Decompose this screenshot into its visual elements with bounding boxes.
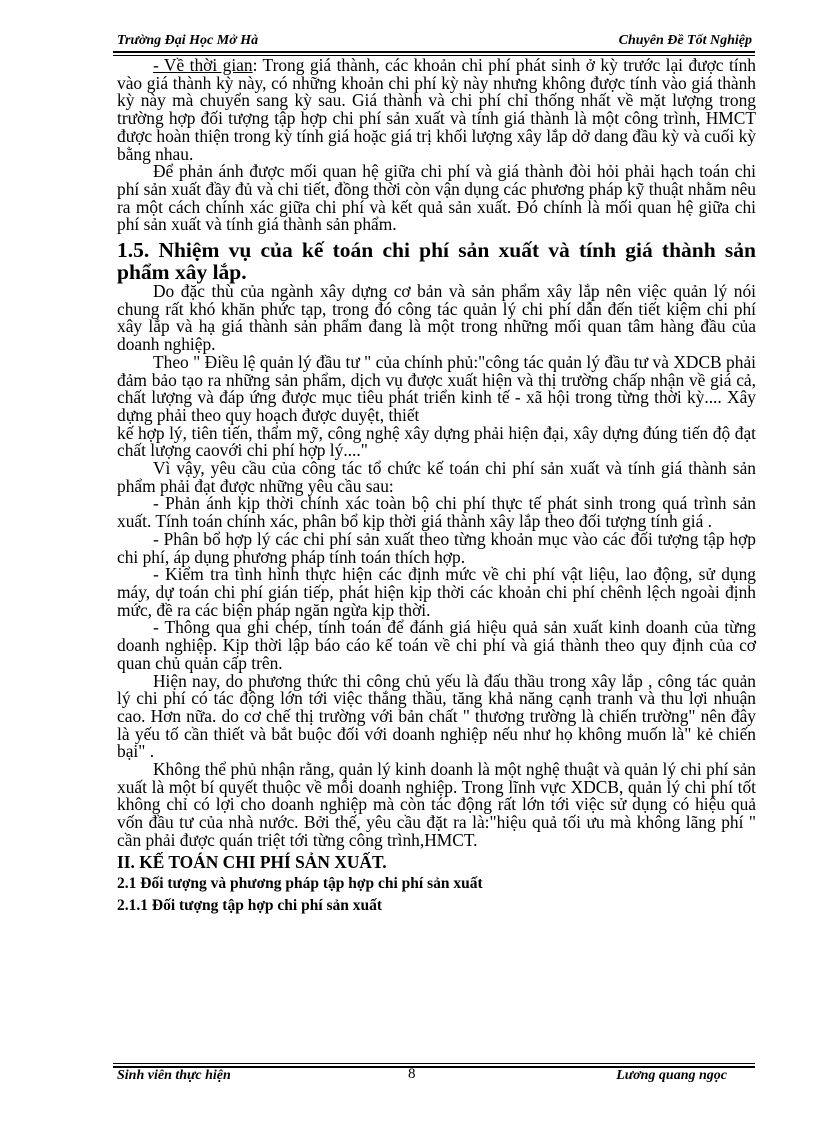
paragraph-industry-characteristics: Do đặc thù của ngành xây dựng cơ bản và sản phẩm xây lắp nên việc quản lý nói chung rất khó khăn phức tạp, trong đó công tác quản lý chi phí dẫn đến tiết kiệm chi phí xây lắp và hạ giá thành sản phẩm đang là một trong những mối quan tâm hàng đầu của doanh nghiệp. [117, 281, 756, 355]
paragraph-management-art: Không thể phủ nhận rằng, quản lý kinh doanh là một nghệ thuật và quản lý chi phí sản xuất là một bí quyết thuộc về mỗi doanh nghiệp. Trong lĩnh vực XDCB, quản lý chi phí tốt không chỉ có lợi cho doanh nghiệp mà còn tác động rất lớn tới việc sử dụng có hiệu quả vốn đầu tư của nhà nước. Bởi thế, yêu cầu đặt ra là:"hiệu quả tối ưu mà không lãng phí " cần phải được quán triệt tới từng công trình,HMCT. [117, 759, 756, 850]
requirement-item-1: - Phản ánh kịp thời chính xác toàn bộ chi phí thực tế phát sinh trong quá trình sản xuất. Tính toán chính xác, phân bổ kịp thời giá thành xây lắp theo đối tượng tính giá . [117, 493, 756, 532]
paragraph-bidding: Hiện nay, do phương thức thi công chủ yếu là đấu thầu trong xây lắp , công tác quản lý chi phí có tác động lớn tới việc thắng thầu, tăng khả năng cạnh tranh và thu lợi nhuận cao. Hơn nữa. do cơ chế thị trường với bản chất " thương trường là chiến trường" nên đây là yếu tố cần thiết và bắt buộc đối với doanh nghiệp nếu như họ không muốn là" kẻ chiến bại" . [117, 670, 756, 762]
paragraph-requirements-intro: Vì vậy, yêu cầu của công tác tổ chức kế toán chi phí sản xuất và tính giá thành sản phẩm phải đạt được những yêu cầu sau: [117, 458, 756, 496]
paragraph-time-aspect [117, 57, 756, 163]
heading-1-5: 1.5. Nhiệm vụ của kế toán chi phí sản xuất và tính giá thành sản phẩm xây lắp. [117, 238, 756, 285]
page-number: 8 [408, 1066, 416, 1082]
header-document-title: Chuyên Đề Tốt Nghiệp [618, 33, 752, 48]
heading-2-1-1: 2.1.1 Đối tượng tập hợp chi phí sản xuất [117, 896, 383, 914]
header-school-name: Trường Đại Học Mở Hà [117, 33, 259, 48]
footer-student-label: Sinh viên thực hiện [117, 1068, 231, 1083]
requirement-item-4: - Thông qua ghi chép, tính toán để đánh giá hiệu quả sản xuất kinh doanh của từng doanh nghiệp. Kịp thời lập báo cáo kế toán về chi phí và giá thành theo quy định của cơ quan chủ quản cấp trên. [117, 617, 756, 673]
page-body [117, 57, 756, 917]
paragraph-investment-regulation: Theo " Điều lệ quản lý đầu tư " của chính phủ:"công tác quản lý đầu tư và XDCB phải đảm bảo tạo ra những sản phẩm, dịch vụ được xuất hiện và thị trường chấp nhận về giá cả, chất lượng và đáp ứng được mục tiêu phát triển kinh tế - xã hội trong từng thời kỳ.... Xây dựng phải theo quy hoạch được duyệt, thiết [117, 351, 756, 425]
header-rule [113, 51, 755, 53]
paragraph-investment-regulation-cont: kế hợp lý, tiên tiến, thẩm mỹ, công nghệ xây dựng phải hiện đại, xây dựng đúng tiến độ đạt chất lượng caovới chi phí hợp lý...." [117, 422, 756, 461]
time-aspect-text: : Trong giá thành, các khoản chi phí phát sinh ở kỳ trước lại được tính vào giá thành kỳ này, có những khoản chi phí kỳ này nhưng không được tính vào giá thành kỳ này mà chuyển sang kỳ sau. Giá thành và chi phí chỉ thống nhất về mặt lượng trong trường hợp đối tượng tập hợp chi phí sản xuất và tính giá thành là một công trình, HMCT được hoàn thiện trong kỳ tính giá hoặc giá trị khối lượng xây lắp dở dang đầu kỳ và cuối kỳ bằng nhau. [117, 55, 756, 164]
requirement-item-3: - Kiểm tra tình hình thực hiện các định mức về chi phí vật liệu, lao động, sử dụng máy, dự toán chi phí gián tiếp, phát hiện kịp thời các khoản chi phí chênh lệch ngoài định mức, đề ra các biện pháp ngăn ngừa kịp thời. [117, 564, 756, 620]
time-aspect-label: - Về thời gian [153, 55, 253, 75]
footer-rule-thin [113, 1063, 755, 1064]
heading-2-1: 2.1 Đối tượng và phương pháp tập hợp chi phí sản xuất [117, 874, 483, 892]
heading-section-II: II. KẾ TOÁN CHI PHÍ SẢN XUẤT. [117, 851, 387, 872]
requirement-item-2: - Phân bổ hợp lý các chi phí sản xuất theo từng khoản mục vào các đối tượng tập hợp chi phí, áp dụng phương pháp tính toán thích hợp. [117, 528, 756, 567]
paragraph-relationship: Để phản ánh được mối quan hệ giữa chi phí và giá thành đòi hỏi phải hạch toán chi phí sản xuất đầy đủ và chi tiết, đồng thời còn vận dụng các phương pháp kỹ thuật nhằm nêu ra một cách chính xác giữa chi phí và kết quả sản xuất. Đó chính là mối quan hệ giữa chi phí sản xuất và tính giá thành sản phẩm. [117, 161, 756, 235]
footer-author-name: Lương quang ngọc [616, 1068, 727, 1083]
